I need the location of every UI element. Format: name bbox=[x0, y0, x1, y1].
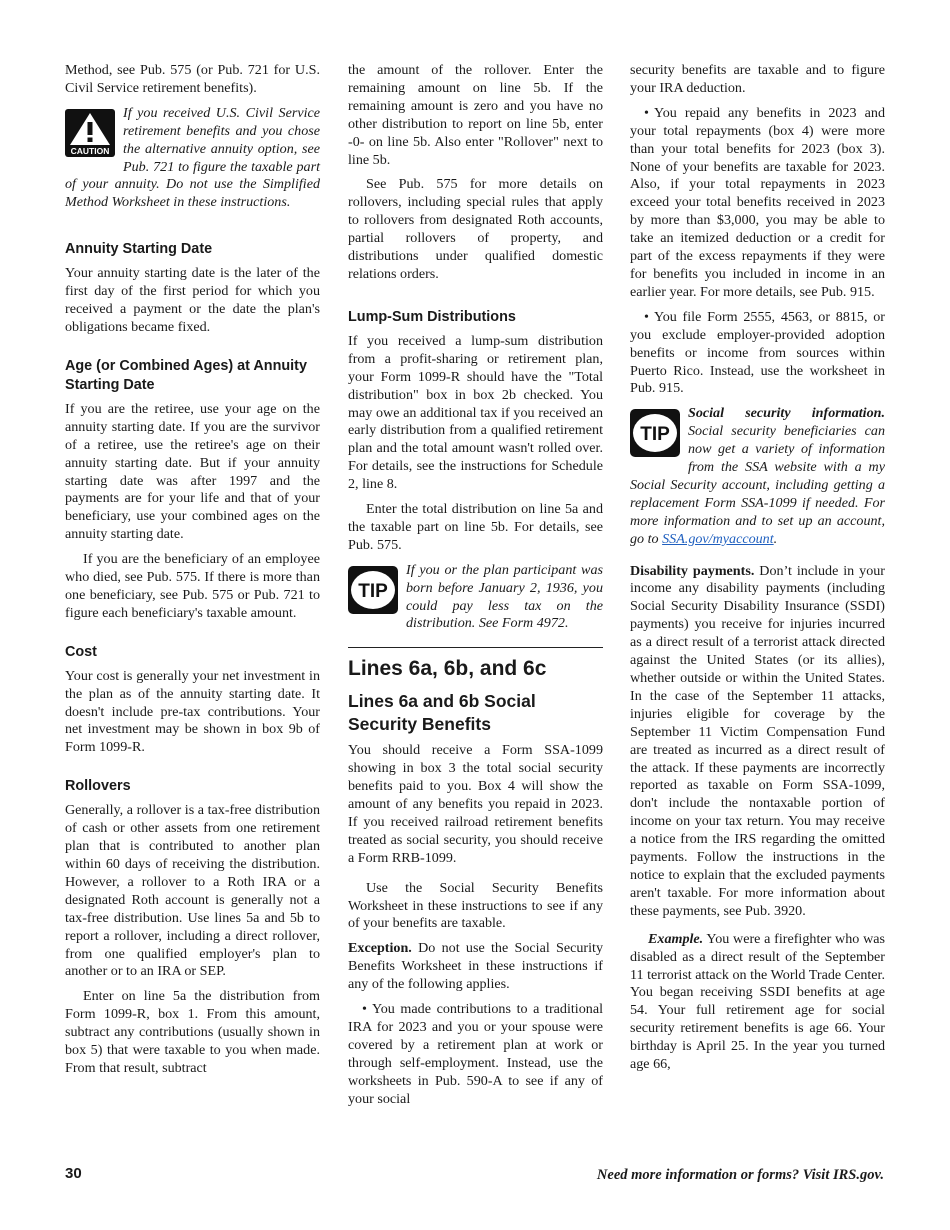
heading-rollovers: Rollovers bbox=[65, 778, 131, 795]
paragraph: Your cost is generally your net investment in the plan as of the annuity starting date. It doesn't include pre-tax contributions. Your net investment may be shown in box 9b of Form 1099-R. bbox=[65, 667, 320, 756]
bullet-item: • You repaid any benefits in 2023 and your total repayments (box 4) were more than your total benefits for 2023 (box 3). None of your benefits are taxable for 2023. Also, if your total repayments in 2023 exceed your total benefits received in 2023 by more than $3,000, you may be able to take an itemized deduction or a credit for part of the excess repayments if they were for benefits you included in income in an earlier year. For more details, see Pub. 915. bbox=[630, 105, 885, 302]
tip-note bbox=[630, 405, 885, 548]
heading-annuity-starting-date: Annuity Starting Date bbox=[65, 241, 213, 258]
example-paragraph: Example. You were a firefighter who was disabled as a direct result of the September 11 terrorist attack on the World Trade Center. You began receiving SSDI benefits at age 54. Your full retirement age for social security retirement benefits is age 66. Your birthday is April 25. In the year you turned age 66, bbox=[630, 930, 885, 1073]
heading-social-security: Lines 6a and 6b Social Security Benefits bbox=[348, 691, 536, 735]
paragraph: Your annuity starting date is the later of the first day of the first period for which you received a payment or the date the plan's obligations became fixed. bbox=[65, 265, 320, 335]
ssa-account-link[interactable]: SSA.gov/myaccount bbox=[662, 530, 774, 547]
tip-text: If you or the plan participant was born before January 2, 1936, you could pay less tax on the distribution. See Form 4972. bbox=[406, 561, 603, 632]
heading-lump-sum: Lump-Sum Distributions bbox=[348, 308, 516, 325]
bullet-item: • You made contributions to a traditional IRA for 2023 and you or your spouse were covered by a retirement plan at work or through self-employment. Instead, use the worksheets in Pub. 590-A to see if any of your social bbox=[348, 1001, 603, 1108]
tip-label: TIP bbox=[640, 424, 670, 446]
caution-label: CAUTION bbox=[70, 145, 110, 156]
column-1 bbox=[65, 62, 320, 1085]
caution-text: If you received U.S. Civil Service retirement benefits and you chose the alternative annuity option, see Pub. 721 to figure the taxable part of your annuity. Do not use the Simplified Method Worksheet in these instructions. bbox=[65, 104, 320, 211]
caution-note bbox=[65, 105, 320, 212]
heading-cost: Cost bbox=[65, 643, 97, 660]
page-number: 30 bbox=[65, 1165, 82, 1182]
paragraph: See Pub. 575 for more details on rollovers, including special rules that apply to rollovers from designated Roth accounts, partial rollovers of property, and distributions under qualified domestic relations orders. bbox=[348, 176, 603, 282]
footer-tagline: Need more information or forms? Visit IRS.gov. bbox=[596, 1167, 884, 1183]
divider bbox=[348, 647, 603, 648]
tip-text: Social security information. Social security beneficiaries can now get a variety of information from the SSA website with a my Social Security account, including getting a replacement Form SSA-1099 if needed. For more information and to set up an account, go to SSA.gov/myaccount. bbox=[630, 405, 885, 547]
paragraph: security benefits are taxable and to figure your IRA deduction. bbox=[630, 62, 885, 96]
exception-label: Exception. bbox=[348, 940, 412, 957]
paragraph: You should receive a Form SSA-1099 showing in box 3 the total social security benefits paid to you. Box 4 will show the amount of any benefits you repaid in 2023. If you received railroad retirement benefits treated as social security, you should receive a Form RRB-1099. bbox=[348, 742, 603, 866]
paragraph: If you are the beneficiary of an employee who died, see Pub. 575. If there is more than one beneficiary, see Pub. 575 or Pub. 721 to figure each beneficiary's taxable amount. bbox=[65, 551, 320, 621]
paragraph: If you are the retiree, use your age on the annuity starting date. If you are the survivor of a retiree, use the retiree's age on their annuity starting date. But if your annuity starting date was after 1997 and the payments are for your life and that of your beneficiary, use your combined ages on the annuity starting date. bbox=[65, 400, 320, 543]
tip-note bbox=[348, 562, 603, 634]
example-label: Example. bbox=[648, 930, 704, 947]
column-3 bbox=[630, 62, 885, 1081]
tip-icon bbox=[348, 566, 398, 614]
heading-lines-6abc: Lines 6a, 6b, and 6c bbox=[348, 657, 547, 681]
paragraph: the amount of the rollover. Enter the remaining amount on line 5b. If the remaining amount is zero and you have no other distribution to report on line 5b, enter -0- on line 5b. Also enter "Rollover" next to line 5b. bbox=[348, 62, 603, 168]
paragraph: If you received a lump-sum distribution from a profit-sharing or retirement plan, your Form 1099-R should have the "Total distribution" box in box 2b checked. You may owe an additional tax if you received an early distribution from a qualified retirement plan and the total amount wasn't rolled over. For details, see the instructions for Schedule 2, line 8. bbox=[348, 332, 603, 493]
heading-age-at-annuity-start: Age (or Combined Ages) at Annuity Starting Date bbox=[65, 357, 307, 393]
caution-icon bbox=[65, 109, 115, 157]
paragraph: Enter the total distribution on line 5a and the taxable part on line 5b. For details, see Pub. 575. bbox=[348, 501, 603, 553]
disability-paragraph: Disability payments. Don’t include in your income any disability payments (including Social Security Disability Insurance (SSDI) payments) you receive for injuries incurred as a direct result of a terrorist attack directed against the United States (or its allies), whether outside or within the United States. In the case of the September 11 attacks, injuries eligible for coverage by the September 11 Victim Compensation Fund are treated as incurred as a direct result of the attack. If these payments are incorrectly reported as taxable on Form SSA-1099, don't include the nontaxable portion of income on your tax return. You may receive a notice from the IRS regarding the omitted payments. Follow the instructions in the notice to explain that the excluded payments aren't taxable. For more information about these payments, see Pub. 3920. bbox=[630, 562, 885, 919]
tip-label: TIP bbox=[358, 580, 388, 602]
paragraph: Method, see Pub. 575 (or Pub. 721 for U.S. Civil Service retirement benefits). bbox=[65, 62, 320, 96]
paragraph: Generally, a rollover is a tax-free distribution of cash or other assets from one retirement plan that is contributed to another plan within 60 days of receiving the distribution. However, a rollover to a Roth IRA or a designated Roth account is generally not a tax-free distribution. Use lines 5a and 5b to report a rollover, including a direct rollover, from one qualified employer's plan to another or to an IRA or SEP. bbox=[65, 802, 320, 980]
exception-paragraph: Exception. Do not use the Social Security Benefits Worksheet in these instructions if any of the following applies. bbox=[348, 940, 603, 993]
tip-icon bbox=[630, 409, 680, 457]
paragraph: Enter on line 5a the distribution from Form 1099-R, box 1. From this amount, subtract any contributions (usually shown in box 5) that were taxable to you when made. From that result, subtract bbox=[65, 988, 320, 1076]
bullet-item: • You file Form 2555, 4563, or 8815, or you exclude employer-provided adoption benefits or income from sources within Puerto Rico. Instead, use the worksheet in Pub. 915. bbox=[630, 309, 885, 399]
column-2 bbox=[348, 62, 603, 1116]
disability-label: Disability payments. bbox=[630, 562, 755, 579]
paragraph: Use the Social Security Benefits Worksheet in these instructions to see if any of your benefits are taxable. bbox=[348, 879, 603, 932]
